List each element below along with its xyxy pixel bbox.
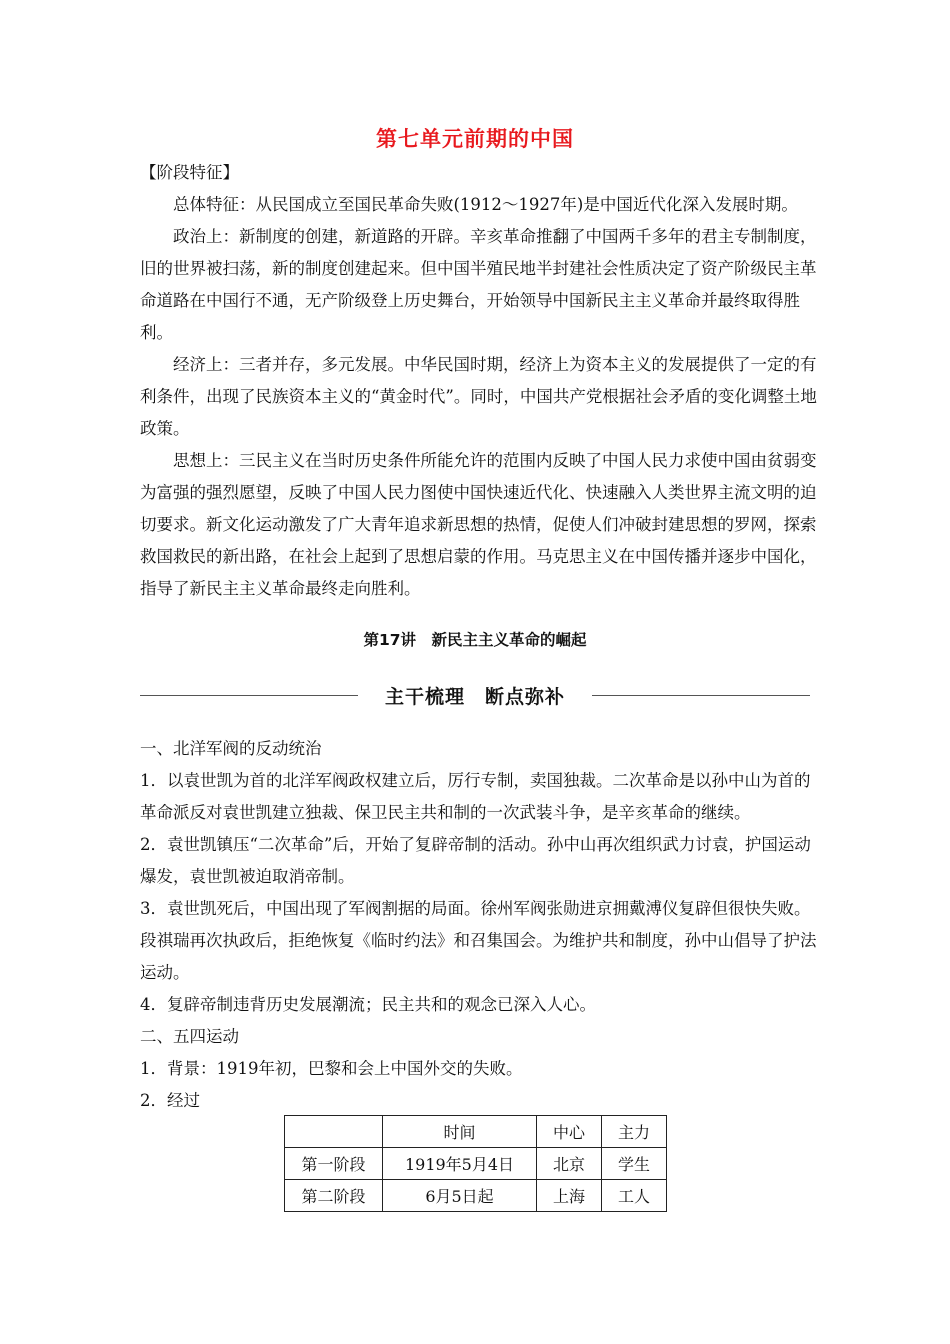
may-fourth-table [284,1115,667,1212]
lecture-title: 第17讲 新民主主义革命的崛起 [363,631,587,649]
stage-heading: 【阶段特征】 [140,163,239,182]
table-cell: 工人 [602,1180,667,1212]
table-row [285,1148,667,1180]
section-banner [140,682,810,710]
table-header-row [285,1116,667,1148]
table-header-cell: 中心 [537,1116,602,1148]
table-cell: 上海 [537,1180,602,1212]
table-cell: 第二阶段 [285,1180,383,1212]
list-item: 4．复辟帝制违背历史发展潮流；民主共和的观念已深入人心。 [140,995,596,1014]
table-header-cell: 时间 [383,1116,537,1148]
table-header-cell [285,1116,383,1148]
economy-paragraph: 经济上：三者并存，多元发展。中华民国时期，经济上为资本主义的发展提供了一定的有利条件，出现了民族资本主义的“黄金时代”。同时，中国共产党根据社会矛盾的变化调整土地政策。 [140,355,817,438]
section-heading-2: 二、五四运动 [140,1027,239,1046]
table-cell: 学生 [602,1148,667,1180]
banner-text: 主干梳理 断点弥补 [384,686,565,708]
politics-paragraph: 政治上：新制度的创建，新道路的开辟。辛亥革命推翻了中国两千多年的君主专制制度，旧的世界被扫荡，新的制度创建起来。但中国半殖民地半封建社会性质决定了资产阶级民主革命道路在中国行不通，无产阶级登上历史舞台，开始领导中国新民主主义革命并最终取得胜利。 [140,227,817,342]
table-cell: 北京 [537,1148,602,1180]
background-item: 1．背景：1919年初，巴黎和会上中国外交的失败。 [140,1059,523,1078]
list-item: 2．袁世凯镇压“二次革命”后，开始了复辟帝制的活动。孙中山再次组织武力讨袁，护国运动爆发，袁世凯被迫取消帝制。 [140,835,811,886]
section-heading-1: 一、北洋军阀的反动统治 [140,739,322,758]
list-item: 1．以袁世凯为首的北洋军阀政权建立后，厉行专制，卖国独裁。二次革命是以孙中山为首的革命派反对袁世凯建立独裁、保卫民主共和制的一次武装斗争，是辛亥革命的继续。 [140,771,811,822]
list-item: 3．袁世凯死后，中国出现了军阀割据的局面。徐州军阀张勋进京拥戴溥仪复辟但很快失败。段祺瑞再次执政后，拒绝恢复《临时约法》和召集国会。为维护共和制度，孙中山倡导了护法运动。 [140,899,817,982]
table-cell: 1919年5月4日 [383,1148,537,1180]
thought-paragraph: 思想上：三民主义在当时历史条件所能允许的范围内反映了中国人民力求使中国由贫弱变为富强的强烈愿望，反映了中国人民力图使中国快速近代化、快速融入人类世界主流文明的迫切要求。新文化运动激发了广大青年追求新思想的热情，促使人们冲破封建思想的罗网，探索救国救民的新出路，在社会上起到了思想启蒙的作用。马克思主义在中国传播并逐步中国化，指导了新民主主义革命最终走向胜利。 [140,451,817,598]
process-item: 2．经过 [140,1091,200,1110]
unit-title: 第七单元前期的中国 [376,127,574,151]
table-cell: 6月5日起 [383,1180,537,1212]
table-cell: 第一阶段 [285,1148,383,1180]
table-row [285,1180,667,1212]
overall-paragraph: 总体特征：从民国成立至国民革命失败(1912～1927年)是中国近代化深入发展时期。 [173,195,798,214]
table-header-cell: 主力 [602,1116,667,1148]
